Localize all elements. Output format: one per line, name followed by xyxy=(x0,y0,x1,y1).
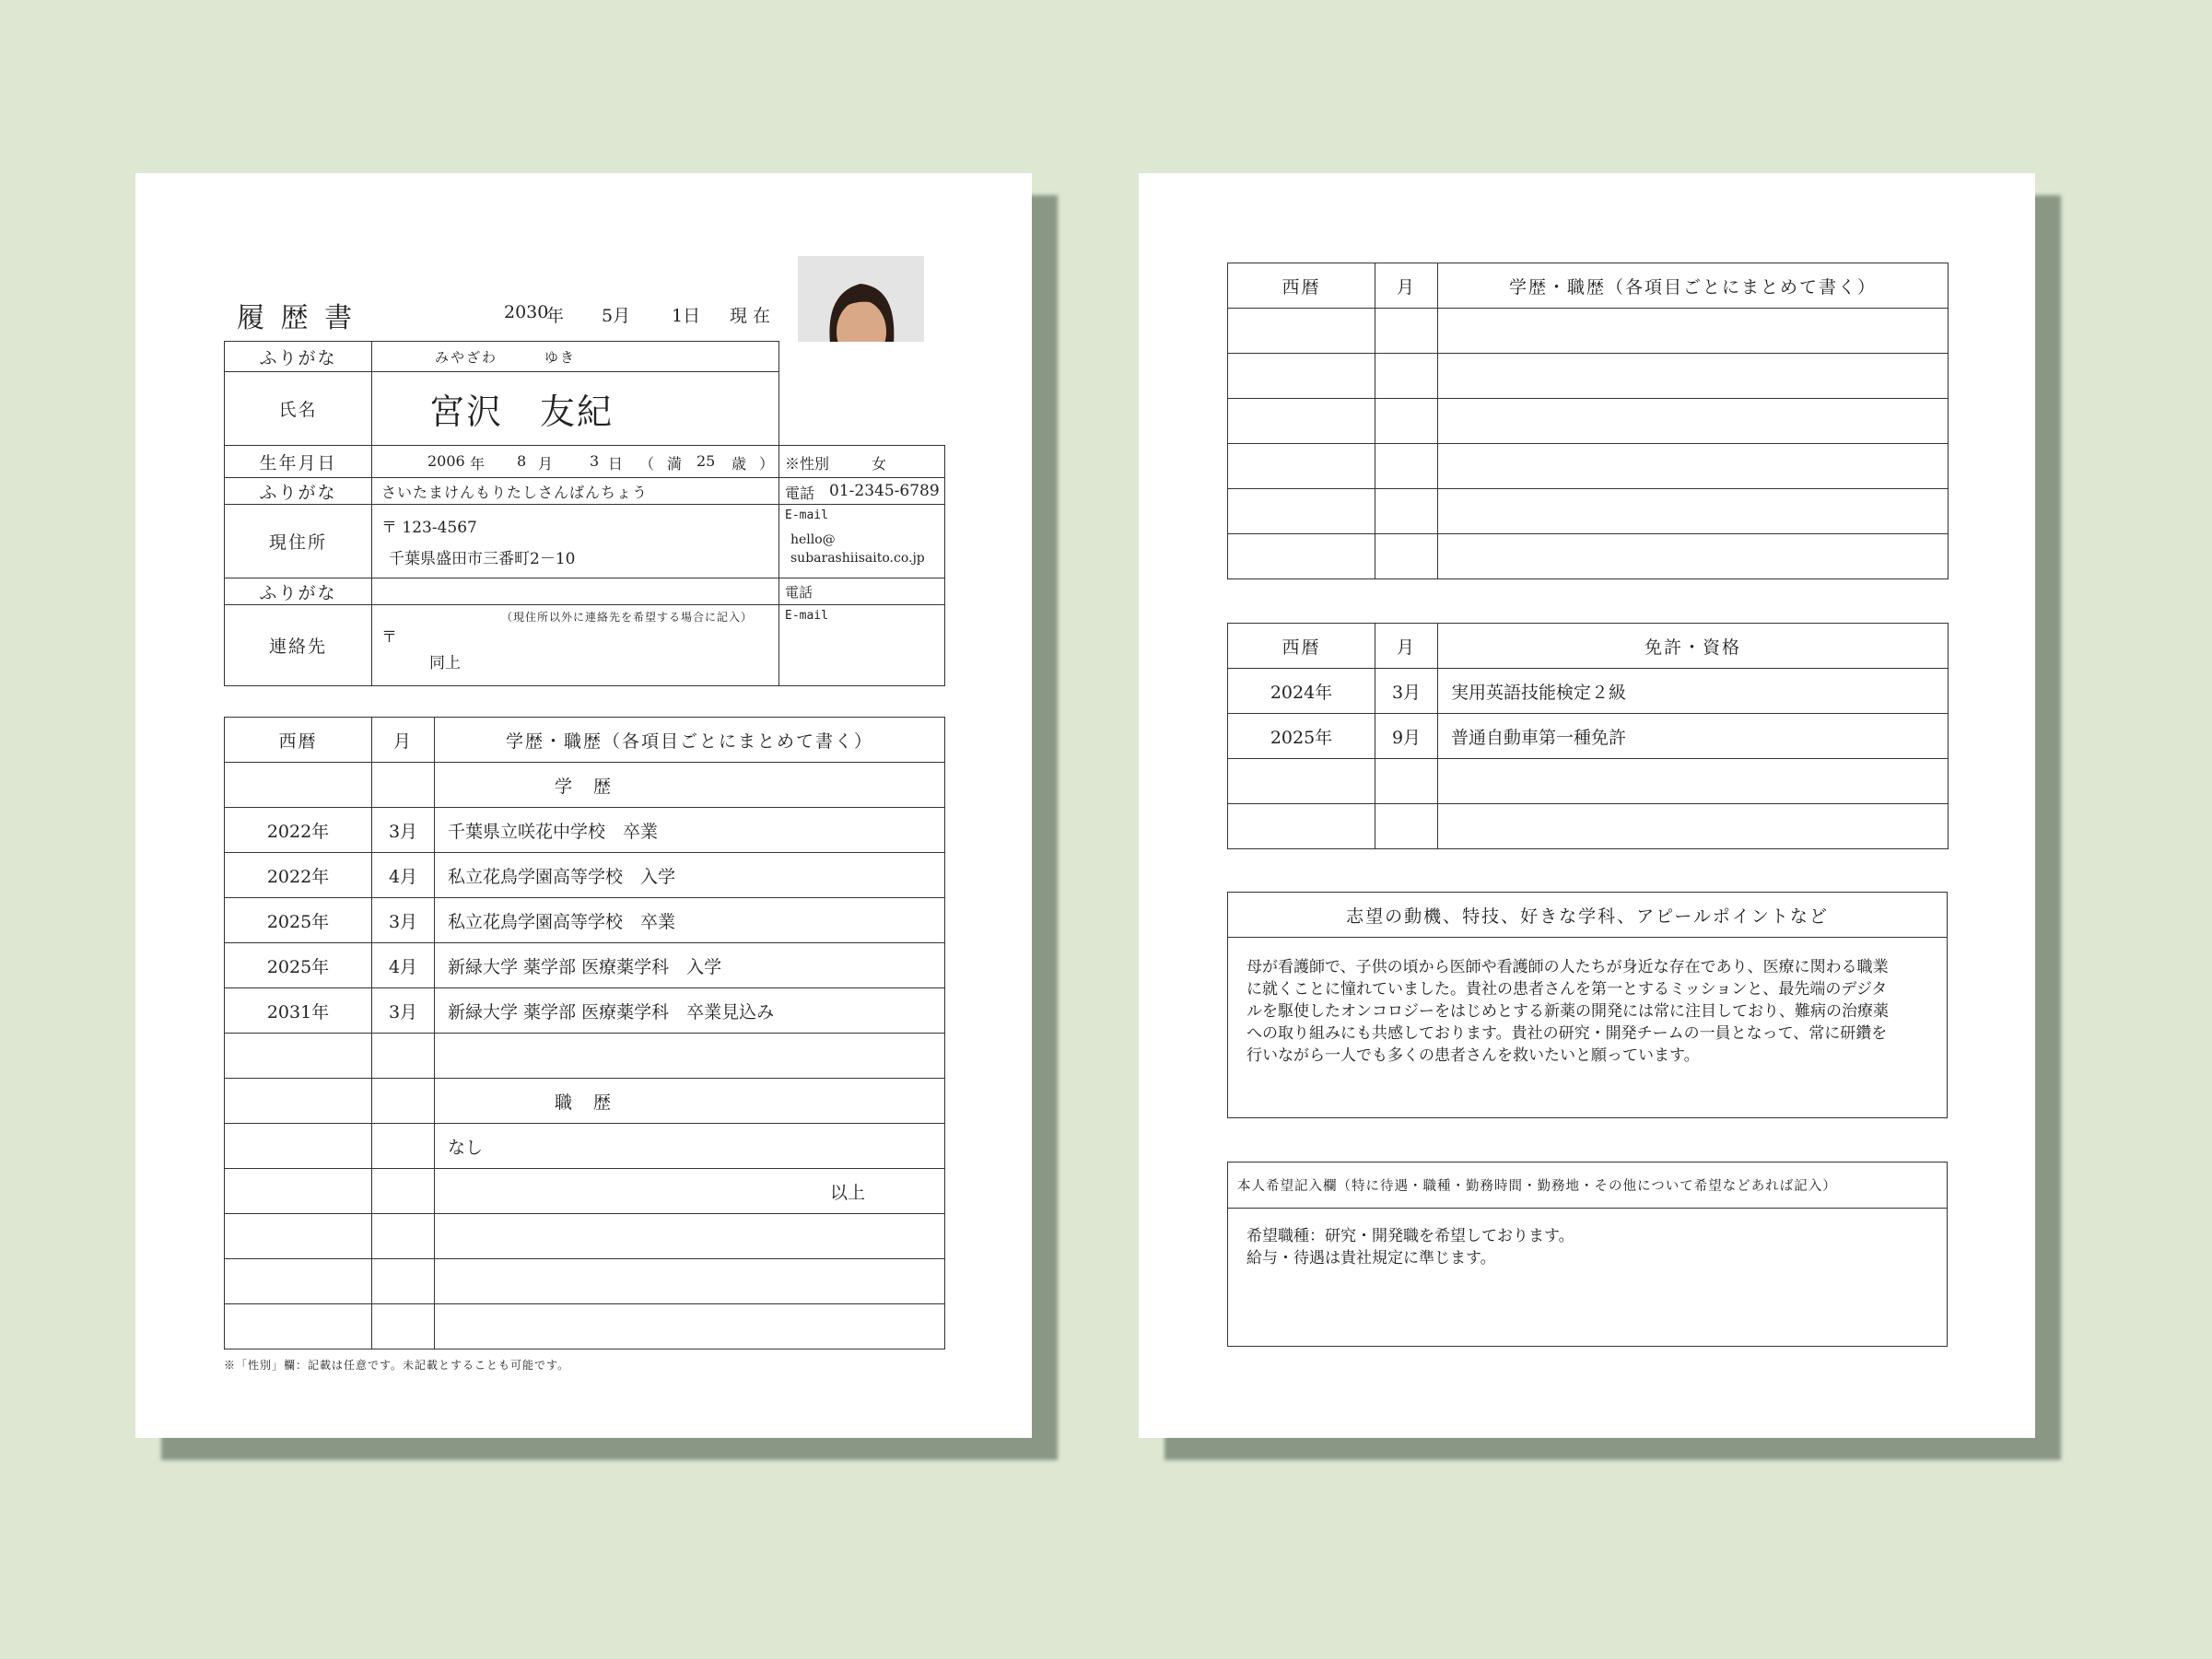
table-row xyxy=(1228,669,1949,714)
address-furigana-value: さいたまけんもりたしさんばんちょう xyxy=(372,478,779,505)
email-cell xyxy=(779,505,945,578)
phone-value: 01-2345-6789 xyxy=(829,482,940,500)
row-content xyxy=(1438,444,1949,489)
postal-code: 〒 123-4567 xyxy=(381,519,477,537)
table-row xyxy=(1228,759,1949,804)
contact-address: 同上 xyxy=(429,654,461,672)
address-cell xyxy=(372,505,779,578)
row-month: 3月 xyxy=(372,808,435,853)
contact-cell xyxy=(372,605,779,686)
row-year: 2022年 xyxy=(225,808,372,853)
row-month xyxy=(1375,354,1438,399)
row-month xyxy=(1375,444,1438,489)
furigana-label: ふりがな xyxy=(225,342,372,372)
date-year: 2030 xyxy=(504,302,549,322)
row-year: 2031年 xyxy=(225,988,372,1034)
table-header-row xyxy=(1228,624,1949,669)
wishes-line: 給与・待遇は貴社規定に準じます。 xyxy=(1246,1249,1496,1268)
contact-note: （現住所以外に連絡先を希望する場合に記入） xyxy=(501,611,754,624)
name-value: 宮沢 友紀 xyxy=(372,372,779,446)
row-year xyxy=(1228,399,1375,444)
table-row xyxy=(225,1034,945,1079)
phone-cell xyxy=(779,478,945,505)
birth-year-unit: 年 xyxy=(470,455,486,473)
header-month: 月 xyxy=(1375,263,1438,309)
birth-day-unit: 日 xyxy=(608,455,624,473)
motivation-line: 行いながら一人でも多くの患者さんを救いたいと願っています。 xyxy=(1246,1046,1700,1065)
row-year: 2025年 xyxy=(225,898,372,943)
age-open-paren: （ xyxy=(639,455,655,473)
row-content: 実用英語技能検定２級 xyxy=(1438,669,1949,714)
row-month xyxy=(1375,489,1438,534)
header-month: 月 xyxy=(372,718,435,763)
row-year xyxy=(1228,804,1375,849)
row-month xyxy=(1375,804,1438,849)
row-year: 2025年 xyxy=(225,943,372,988)
row-year xyxy=(225,1214,372,1259)
table-row xyxy=(225,1079,945,1124)
row-month xyxy=(1375,309,1438,354)
row-month xyxy=(1375,534,1438,579)
header-license: 免許・資格 xyxy=(1438,624,1949,669)
row-month xyxy=(372,1034,435,1079)
header-history: 学歴・職歴（各項目ごとにまとめて書く） xyxy=(1438,263,1949,309)
table-row xyxy=(225,1169,945,1214)
motivation-line: ルを駆使したオンコロジーをはじめとする新薬の開発には常に注目しており、難病の治療薬 xyxy=(1246,1002,1889,1021)
licenses-table xyxy=(1227,623,1949,849)
row-month xyxy=(372,1259,435,1304)
table-row xyxy=(1228,354,1949,399)
motivation-header: 志望の動機、特技、好きな学科、アピールポイントなど xyxy=(1228,893,1948,938)
table-row xyxy=(225,943,945,988)
row-year: 2022年 xyxy=(225,853,372,898)
row-content xyxy=(435,1214,945,1259)
date-suffix: 現 在 xyxy=(730,306,771,326)
row-month xyxy=(1375,759,1438,804)
table-row xyxy=(1228,714,1949,759)
header-year: 西暦 xyxy=(1228,624,1375,669)
age-value: 25 xyxy=(696,452,716,470)
table-header-row xyxy=(1228,263,1949,309)
table-row xyxy=(1228,444,1949,489)
row-year: 2024年 xyxy=(1228,669,1375,714)
table-row xyxy=(1228,309,1949,354)
row-content: 職 歴 xyxy=(435,1079,945,1124)
row-month xyxy=(1375,399,1438,444)
birth-month-unit: 月 xyxy=(538,455,554,473)
age-close-paren: ） xyxy=(759,455,775,473)
email-line-1: hello@ xyxy=(790,532,836,547)
row-content: 普通自動車第一種免許 xyxy=(1438,714,1949,759)
date-year-unit: 年 xyxy=(546,306,565,326)
row-year xyxy=(225,1079,372,1124)
resume-page-1 xyxy=(135,173,1032,1438)
row-month: 3月 xyxy=(372,898,435,943)
row-content xyxy=(1438,399,1949,444)
birth-label: 生年月日 xyxy=(225,446,372,478)
motivation-line: 母が看護師で、子供の頃から医師や看護師の人たちが身近な存在であり、医療に関わる職業 xyxy=(1246,958,1889,976)
birth-value xyxy=(372,446,779,478)
contact-email-label: E-mail xyxy=(785,609,828,623)
row-content xyxy=(1438,309,1949,354)
address-furigana-label: ふりがな xyxy=(225,478,372,505)
header-history: 学歴・職歴（各項目ごとにまとめて書く） xyxy=(435,718,945,763)
row-content xyxy=(435,1034,945,1079)
row-year xyxy=(225,1304,372,1349)
row-year xyxy=(225,763,372,808)
motivation-line: に就くことに憧れていました。貴社の患者さんを第一とするミッションと、最先端のデジタ xyxy=(1246,980,1888,999)
education-work-history-table xyxy=(224,717,945,1349)
personal-wishes-table xyxy=(1227,1162,1948,1347)
furigana-value: みやざわ ゆき xyxy=(372,342,779,372)
table-row xyxy=(225,808,945,853)
header-year: 西暦 xyxy=(225,718,372,763)
row-year xyxy=(225,1034,372,1079)
age-man: 満 xyxy=(667,455,683,473)
table-row xyxy=(1228,489,1949,534)
date-day: 1日 xyxy=(672,306,701,326)
row-year xyxy=(1228,759,1375,804)
row-month xyxy=(372,763,435,808)
birth-month: 8 xyxy=(517,452,527,470)
row-month xyxy=(372,1169,435,1214)
row-year: 2025年 xyxy=(1228,714,1375,759)
row-month: 4月 xyxy=(372,943,435,988)
birth-year: 2006 xyxy=(427,452,465,470)
table-row xyxy=(1228,534,1949,579)
row-content xyxy=(435,1304,945,1349)
row-content: 千葉県立咲花中学校 卒業 xyxy=(435,808,945,853)
resume-title: 履 歴 書 xyxy=(237,302,357,334)
table-row xyxy=(1228,804,1949,849)
row-month xyxy=(372,1079,435,1124)
contact-postal: 〒 xyxy=(381,628,397,647)
row-content xyxy=(1438,489,1949,534)
table-row xyxy=(225,853,945,898)
table-row xyxy=(225,898,945,943)
gender-label: ※性別 xyxy=(785,455,830,473)
table-row xyxy=(225,1304,945,1349)
birth-day: 3 xyxy=(590,452,600,470)
table-row xyxy=(225,763,945,808)
table-row xyxy=(225,1124,945,1169)
history-continued-table xyxy=(1227,263,1949,579)
row-month: 9月 xyxy=(1375,714,1438,759)
row-content: 私立花鳥学園高等学校 卒業 xyxy=(435,898,945,943)
row-content xyxy=(1438,804,1949,849)
email-line-2: subarashiisaito.co.jp xyxy=(790,551,925,566)
row-month xyxy=(372,1124,435,1169)
personal-info-table xyxy=(224,341,945,686)
resume-page-2 xyxy=(1139,173,2035,1438)
email-label: E-mail xyxy=(785,508,828,522)
row-month: 3月 xyxy=(1375,669,1438,714)
date-month: 5月 xyxy=(602,306,631,326)
motivation-table xyxy=(1227,892,1948,1118)
wishes-line: 希望職種：研究・開発職を希望しております。 xyxy=(1246,1227,1574,1245)
row-year xyxy=(1228,534,1375,579)
row-content: なし xyxy=(435,1124,945,1169)
table-row xyxy=(225,1214,945,1259)
contact-label: 連絡先 xyxy=(225,605,372,686)
row-year xyxy=(225,1169,372,1214)
row-year xyxy=(225,1259,372,1304)
address-value: 千葉県盛田市三番町2－10 xyxy=(389,550,576,568)
gender-value: 女 xyxy=(872,455,887,473)
row-year xyxy=(1228,489,1375,534)
table-row xyxy=(225,1259,945,1304)
gender-cell xyxy=(779,446,945,478)
contact-phone-label: 電話 xyxy=(779,578,945,605)
motivation-body xyxy=(1228,938,1948,1118)
row-year xyxy=(225,1124,372,1169)
table-header-row xyxy=(225,718,945,763)
row-content xyxy=(435,1259,945,1304)
row-month: 4月 xyxy=(372,853,435,898)
age-unit: 歳 xyxy=(731,455,747,473)
row-month: 3月 xyxy=(372,988,435,1034)
name-label: 氏名 xyxy=(225,372,372,446)
contact-email-cell xyxy=(779,605,945,686)
phone-label: 電話 xyxy=(785,485,815,502)
address-label: 現住所 xyxy=(225,505,372,578)
row-content: 私立花鳥学園高等学校 入学 xyxy=(435,853,945,898)
row-content: 以上 xyxy=(435,1169,945,1214)
wishes-body xyxy=(1228,1209,1948,1347)
row-month xyxy=(372,1304,435,1349)
table-row xyxy=(225,988,945,1034)
row-content: 新緑大学 薬学部 医療薬学科 入学 xyxy=(435,943,945,988)
header-month: 月 xyxy=(1375,624,1438,669)
row-year xyxy=(1228,354,1375,399)
row-year xyxy=(1228,444,1375,489)
motivation-line: への取り組みにも共感しております。貴社の研究・開発チームの一員となって、常に研鑽を xyxy=(1246,1024,1888,1043)
footnote: ※「性別」欄：記載は任意です。未記載とすることも可能です。 xyxy=(224,1359,570,1372)
row-content xyxy=(1438,354,1949,399)
header-year: 西暦 xyxy=(1228,263,1375,309)
row-content: 新緑大学 薬学部 医療薬学科 卒業見込み xyxy=(435,988,945,1034)
wishes-header: 本人希望記入欄（特に待遇・職種・勤務時間・勤務地・その他について希望などあれば記入） xyxy=(1228,1162,1948,1209)
table-row xyxy=(1228,399,1949,444)
row-year xyxy=(1228,309,1375,354)
row-content xyxy=(1438,534,1949,579)
row-month xyxy=(372,1214,435,1259)
row-content xyxy=(1438,759,1949,804)
row-content: 学 歴 xyxy=(435,763,945,808)
contact-furigana-label: ふりがな xyxy=(225,578,372,605)
